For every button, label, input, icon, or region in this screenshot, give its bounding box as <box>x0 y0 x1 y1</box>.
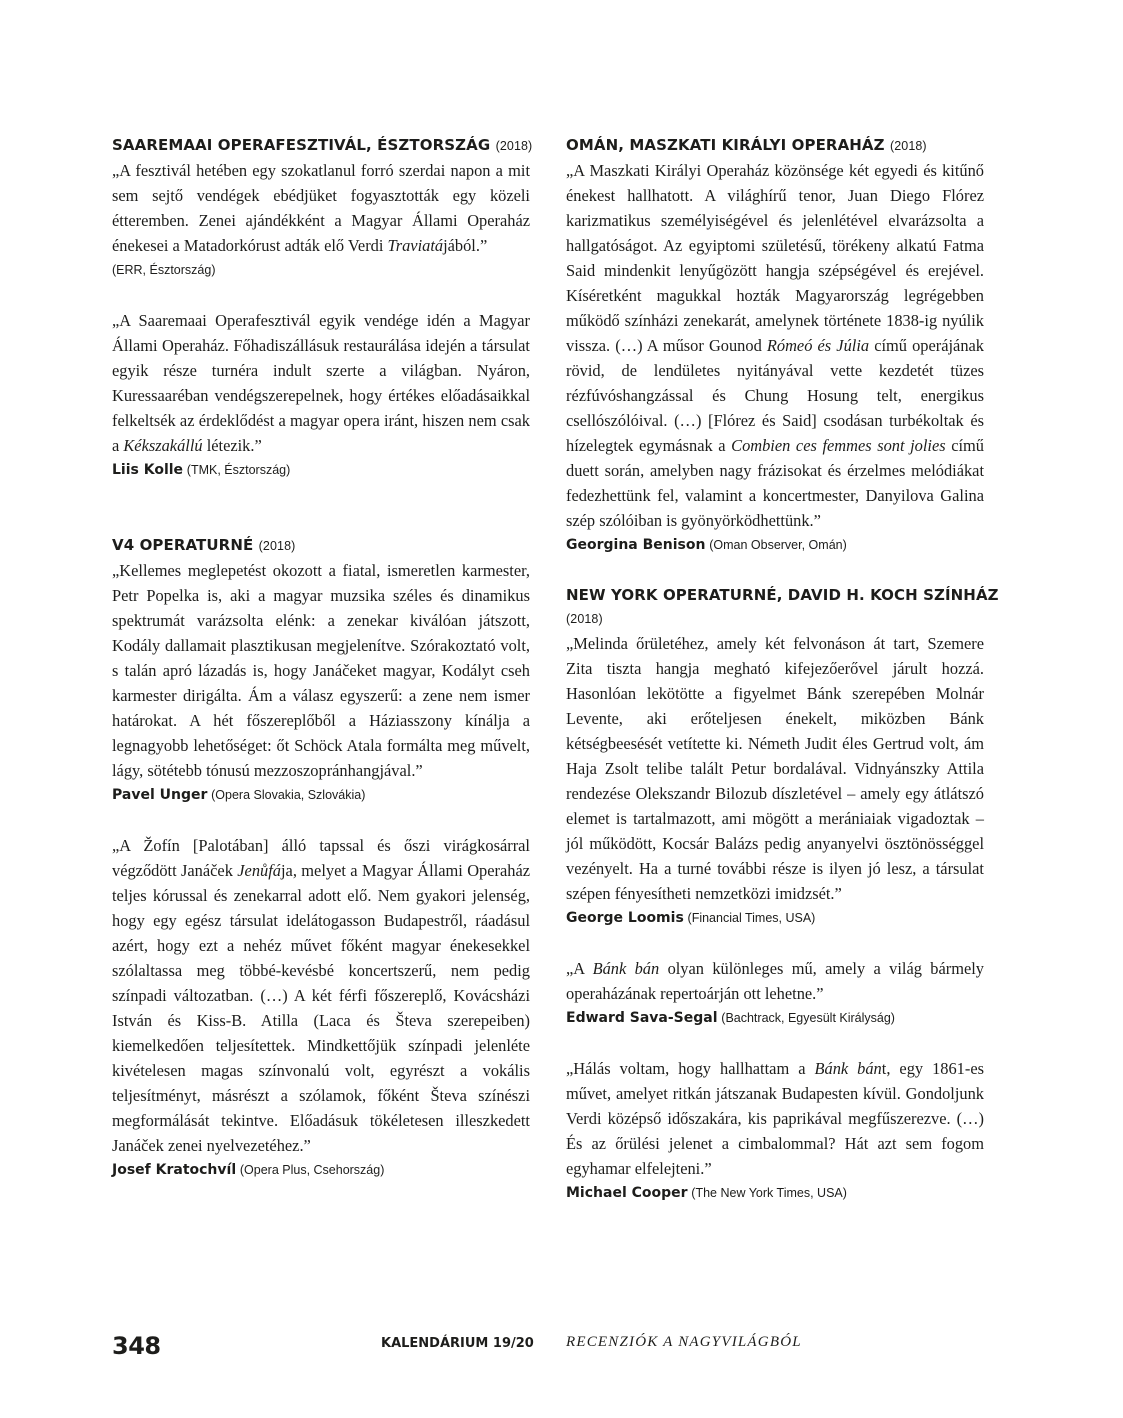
quote-text: „Hálás voltam, hogy hallhattam a <box>566 1059 815 1078</box>
quote-title-italic: Jenůfá <box>237 861 281 880</box>
review-source <box>112 783 530 808</box>
critic-name: Georgina Benison <box>566 537 706 553</box>
heading-title: SAAREMAAI OPERAFESZTIVÁL, ÉSZTORSZÁG <box>112 136 491 154</box>
review-quote: „Melinda őrületéhez, amely két felvonáson át tart, Szemere Zita tiszta hangja megható kifejezőerővel járult hozzá. Hasonlóan lekötötte a figyelmet Bánk szerepében Molnár Levente, aki erőteljesen énekelt, miközben Bánk kétségbeesését vetítette ki. Németh Judit éles Gertrud volt, ám Haja Zsolt telibe talált Petur bordalával. Vidnyánszky Attila rendezése Olekszandr Bilozub díszletével – amely egy átlátszó elemet is tartalmazott, ami mögött a merániaiak vigadoztak – jól működött, Kocsár Balázs pedig anyanyelvi ösztönösséggel vezényelt. Ha a turné további része is ilyen jó lesz, a társulat szépen fényesítheti nemzetközi imidzsét.” <box>566 634 984 903</box>
heading-year: (2018) <box>495 139 533 153</box>
review-source <box>566 1181 984 1206</box>
critic-name: Josef Kratochvíl <box>112 1162 237 1178</box>
critic-name: Pavel Unger <box>112 787 208 803</box>
quote-text: „A Žofín [Palotában] álló tapssal és őszi virágkosárral végződött Janáček <box>112 836 530 880</box>
critic-outlet: (The New York Times, USA) <box>691 1186 847 1200</box>
review-section-saaremaa <box>112 133 533 483</box>
review-section-new-york <box>566 583 999 1206</box>
quote-text: című duett során, amelyben nagy frázisokat és érzelmes melódiákat fedezhettünk fel, valamint a koncertmester, Danyilova Galina szép szólóiban is gyönyörködhettünk.” <box>566 436 984 530</box>
quote-text: című operájának rövid, de lendületes nyitányával vette kezdetét tüzes rézfúvóshangzással és Chung Hosung telt, energikus csellószólóival. (…) [Flórez és Said] csodásan turbékoltak és hízelegtek egymásnak a <box>566 336 984 455</box>
critic-outlet: (Financial Times, USA) <box>687 911 816 925</box>
section-heading <box>112 533 530 558</box>
page-footer <box>0 1326 1123 1366</box>
review-quote: „Kellemes meglepetést okozott a fiatal, ismeretlen karmester, Petr Popelka is, aki a magyar muzsika széles és dinamikus spektrumát varázsolta elénk: a zenekar kiválóan játszott, Kodály dallamait plasztikusan megjelenítve. Szórakoztató volt, s talán apró lázadás is, hogy Janáčeket magyar, Kodályt cseh karmester dirigálta. Ám a válasz egyszerű: a zene nem ismer határokat. A hét főszereplőből a Háziasszony kínálja a legnagyobb lehetőséget: őt Schöck Atala formálta meg művelt, lágy, sötétebb tónusú mezzoszopránhangjával.” <box>112 561 530 780</box>
quote-text: t, egy 1861-es művet, amelyet ritkán játszanak Budapesten kívül. Gondoljunk Verdi középső időszakára, kis paprikával megfűszerezve. (…) És az őrülési jelenet a cimbalommal? Hát azt sem fogom egyhamar elfelejteni.” <box>566 1059 984 1178</box>
review-source: (ERR, Észtország) <box>112 263 216 277</box>
quote-text: olyan különleges mű, amely a világ bármely operaházának repertoárján ott lehetne.” <box>566 959 984 1003</box>
critic-outlet: (Oman Observer, Omán) <box>709 538 847 552</box>
quote-text: létezik.” <box>202 436 262 455</box>
heading-year: (2018) <box>889 139 927 153</box>
quote-text: jából.” <box>443 236 488 255</box>
page-number: 348 <box>112 1332 161 1360</box>
review-source <box>566 1006 984 1031</box>
section-heading <box>566 133 984 158</box>
review-source <box>566 906 984 931</box>
critic-outlet: (TMK, Észtország) <box>186 463 291 477</box>
review-quote <box>112 308 530 458</box>
heading-year: (2018) <box>566 612 603 626</box>
critic-name: George Loomis <box>566 910 684 926</box>
review-source <box>112 1158 530 1183</box>
section-heading <box>566 583 999 631</box>
heading-title: NEW YORK OPERATURNÉ, DAVID H. KOCH SZÍNHÁZ <box>566 586 999 604</box>
heading-year: (2018) <box>258 539 296 553</box>
critic-outlet: (Opera Slovakia, Szlovákia) <box>211 788 366 802</box>
quote-title-italic: Kékszakállú <box>123 436 203 455</box>
critic-name: Liis Kolle <box>112 462 184 478</box>
right-column <box>566 133 999 1206</box>
review-source <box>112 458 530 483</box>
quote-title-italic: Rómeó és Júlia <box>766 336 870 355</box>
review-source <box>566 533 984 558</box>
section-heading <box>112 133 533 158</box>
review-quote <box>566 1056 984 1181</box>
critic-name: Edward Sava-Segal <box>566 1010 718 1026</box>
review-quote <box>566 158 984 533</box>
review-quote <box>566 956 984 1006</box>
critic-outlet: (Opera Plus, Csehország) <box>239 1163 385 1177</box>
quote-text: „A Maszkati Királyi Operaház közönsége két egyedi és kitűnő énekest hallhatott. A világhírű tenor, Juan Diego Flórez karizmatikus személyiségével és jelenlétével elvarázsolta a hallgatóságot. Az egyiptomi születésű, törékeny alkatú Fatma Said mindenkit lenyűgözött hangja szépségével és erejével. Kíséretként magukkal hozták Magyarország legrégebben működő színházi zenekarát, amelynek története 1838-ig nyúlik vissza. (…) A műsor Gounod <box>566 161 984 355</box>
quote-text: ja, melyet a Magyar Állami Operaház teljes kórussal és zenekarral adott elő. Nem gyakori jelenség, hogy egy egész társulat idelátogasson Budapestről, ráadásul azért, hogy ezt a nehéz művet főként magyar énekesekkel szólaltassa meg többé-kevésbé koncertszerű, nem pedig színpadi változatban. (…) A két férfi főszereplő, Kovácsházi István és Kiss-B. Atilla (Laca és Števa szerepeiben) kiemelkedően teljesítettek. Mindkettőjük színpadi jelenléte kivételesen magas színvonalú volt, egyrészt a vokális teljesítményt, másrészt a szólamok, főként Števa színészi megformálását tekintve. Előadásuk tökéletesen illeszkedett Janáček zenei nyelvezetéhez.” <box>112 861 530 1155</box>
review-section-v4 <box>112 533 530 1183</box>
quote-title-italic: Bánk bán <box>814 1059 882 1078</box>
critic-outlet: (Bachtrack, Egyesült Királyság) <box>721 1011 895 1025</box>
review-quote <box>112 158 530 258</box>
quote-text: „A fesztivál hetében egy szokatlanul forró szerdai napon a mit sem sejtő vendégek ebédjüket fogyasztották egy közeli étteremben. Zenei ajándékként a Magyar Állami Operaház énekesei a Matadorkórust adták elő Verdi <box>112 161 530 255</box>
quote-title-italic: Bánk bán <box>592 959 660 978</box>
heading-title: V4 OPERATURNÉ <box>112 536 254 554</box>
heading-title: OMÁN, MASZKATI KIRÁLYI OPERAHÁZ <box>566 136 885 154</box>
magazine-name: KALENDÁRIUM 19/20 <box>381 1336 534 1351</box>
quote-text: „A Saaremaai Operafesztivál egyik vendége idén a Magyar Állami Operaház. Főhadiszállásuk restaurálása idején a társulat egyik része turnéra indult szerte a világban. Nyáron, Kuressaaréban vendégszerepelnek, hogy értékes előadásaikkal felkeltsék az érdeklődést a magyar opera iránt, hiszen nem csak a <box>112 311 530 455</box>
left-column <box>112 133 533 1183</box>
review-section-oman <box>566 133 984 558</box>
quote-text: „A <box>566 959 593 978</box>
quote-title-italic: Traviatá <box>387 236 444 255</box>
quote-title-italic: Combien ces femmes sont jolies <box>731 436 946 455</box>
running-section-title: RECENZIÓK A NAGYVILÁGBÓL <box>566 1334 802 1350</box>
review-quote <box>112 833 530 1158</box>
critic-name: Michael Cooper <box>566 1185 688 1201</box>
